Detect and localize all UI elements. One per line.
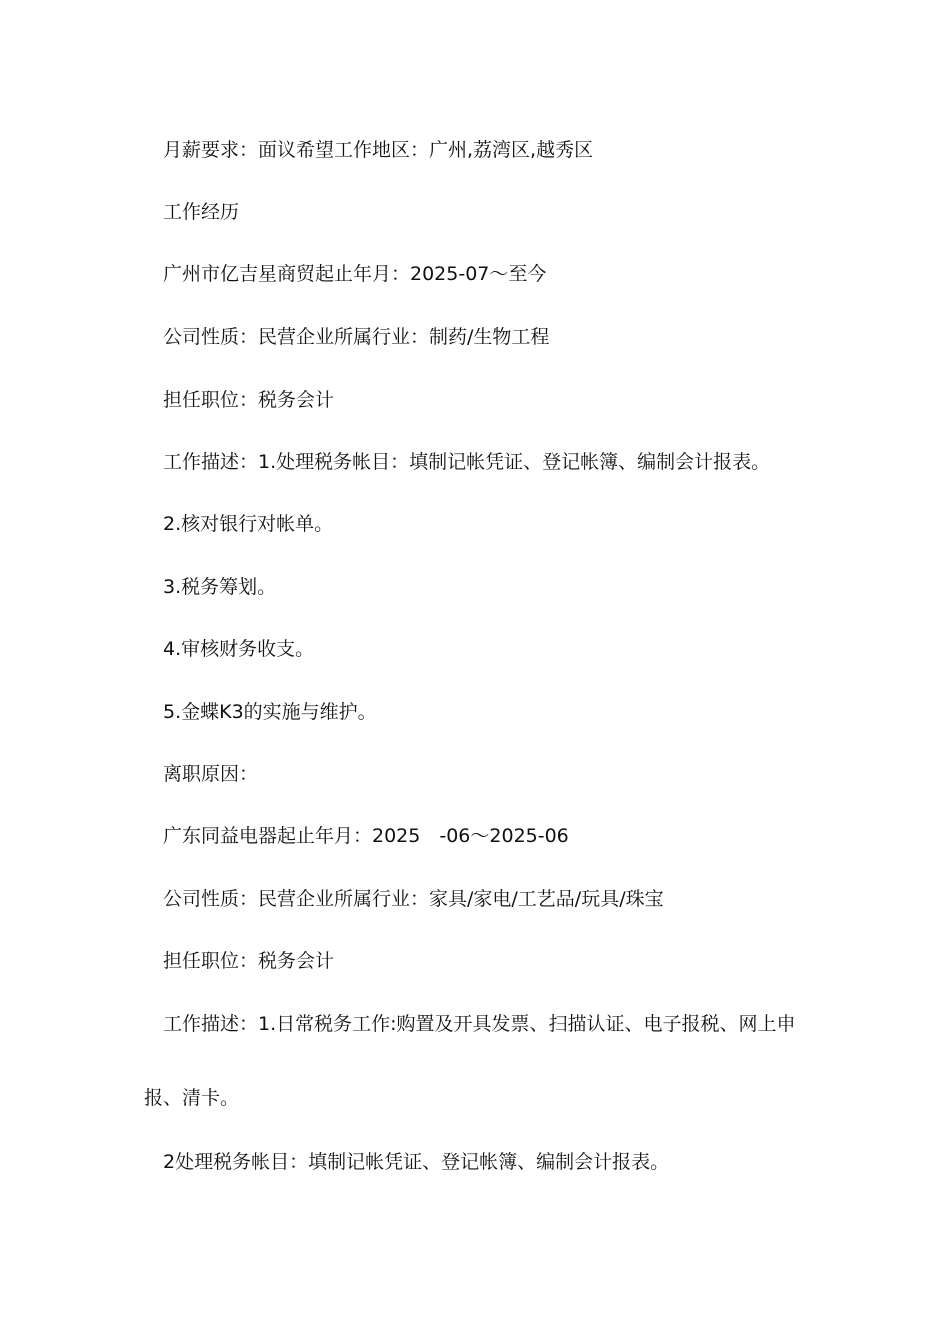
job1-description-2: 2.核对银行对帐单。 [163, 513, 334, 535]
job2-position: 担任职位：税务会计 [163, 950, 335, 972]
job2-company-period: 广东同益电器起止年月：2025 -06～2025-06 [163, 825, 569, 847]
job2-description-2: 2处理税务帐目：填制记帐凭证、登记帐簿、编制会计报表。 [163, 1151, 670, 1173]
job1-company-type: 公司性质：民营企业所属行业：制药/生物工程 [163, 326, 550, 348]
job2-company-type: 公司性质：民营企业所属行业：家具/家电/工艺品/玩具/珠宝 [163, 888, 664, 910]
job1-description-5: 5.金蝶K3的实施与维护。 [163, 701, 377, 723]
job1-description-3: 3.税务筹划。 [163, 576, 277, 598]
job1-company-period: 广州市亿吉星商贸起止年月：2025-07～至今 [163, 263, 547, 285]
job1-leave-reason: 离职原因： [163, 763, 259, 785]
salary-and-location-line: 月薪要求：面议希望工作地区：广州,荔湾区,越秀区 [163, 139, 594, 161]
job1-description-4: 4.审核财务收支。 [163, 638, 315, 660]
job2-description-1: 工作描述：1.日常税务工作:购置及开具发票、扫描认证、电子报税、网上申 [163, 1013, 796, 1035]
job1-description-1: 工作描述：1.处理税务帐目：填制记帐凭证、登记帐簿、编制会计报表。 [163, 451, 771, 473]
job1-position: 担任职位：税务会计 [163, 389, 335, 411]
job2-description-1-continued: 报、清卡。 [144, 1087, 240, 1109]
work-experience-heading: 工作经历 [163, 201, 240, 223]
